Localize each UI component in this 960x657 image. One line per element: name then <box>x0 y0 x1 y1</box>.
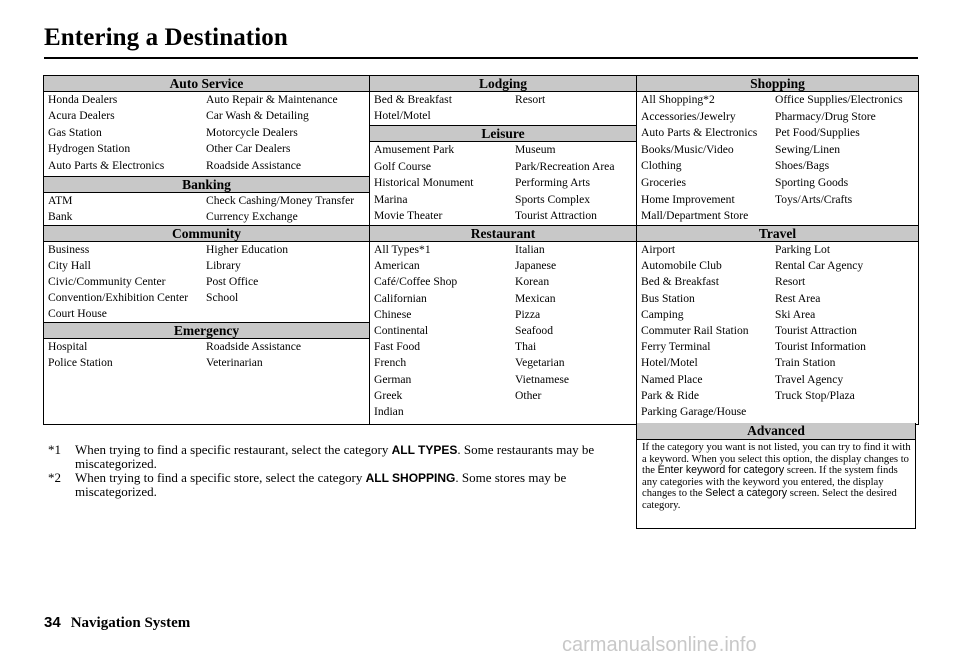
section-header-community: Community <box>44 225 369 242</box>
section-header-auto-service: Auto Service <box>44 76 369 92</box>
category-item: Performing Arts <box>515 176 591 190</box>
category-item: Indian <box>374 405 404 418</box>
section-header-lodging: Lodging <box>370 76 636 92</box>
category-item: Park/Recreation Area <box>515 159 615 173</box>
category-item: Toys/Arts/Crafts <box>775 192 853 206</box>
category-item: Auto Parts & Electronics <box>48 158 165 172</box>
term-all-shopping: ALL SHOPPING <box>365 471 456 485</box>
category-item: Pharmacy/Drug Store <box>775 109 876 123</box>
category-item: German <box>374 372 412 386</box>
category-item: Accessories/Jewelry <box>641 109 736 123</box>
category-item: Movie Theater <box>374 209 443 223</box>
category-item: Sports Complex <box>515 192 591 206</box>
category-item: Post Office <box>206 275 259 288</box>
category-item: Veterinarian <box>206 356 263 369</box>
category-item: Pizza <box>515 307 541 321</box>
section-header-banking: Banking <box>44 176 369 193</box>
section-header-leisure: Leisure <box>370 125 636 142</box>
category-item: Roadside Assistance <box>206 340 301 353</box>
category-item: Ferry Terminal <box>641 340 711 354</box>
category-item: Office Supplies/Electronics <box>775 93 903 106</box>
category-item: Museum <box>515 143 556 156</box>
category-item: Convention/Exhibition Center <box>48 291 189 304</box>
category-item: American <box>374 259 420 273</box>
category-item: Court House <box>48 307 107 320</box>
category-item: Resort <box>515 93 546 106</box>
category-item: Tourist Attraction <box>775 324 857 337</box>
page-title: Entering a Destination <box>44 24 288 51</box>
term-select-category: Select a category <box>705 487 788 500</box>
section-header-restaurant: Restaurant <box>370 225 636 242</box>
column-right <box>637 76 918 424</box>
category-item: ATM <box>48 194 73 207</box>
category-item: Hotel/Motel <box>641 356 698 370</box>
advanced-text: If the category you want is not listed, you can try to find it with a keyword. When you select this option, the display changes to the Enter keyword for category screen. If the system finds any categories with the keyword you entered, the display changes to the Select a category screen. Select the desired category. <box>642 442 911 511</box>
category-item: Amusement Park <box>374 143 455 156</box>
category-item: Auto Parts & Electronics <box>641 126 758 140</box>
category-item: Other <box>515 388 542 402</box>
category-item: Hospital <box>48 340 88 353</box>
category-item: Business <box>48 243 90 256</box>
category-item: Rest Area <box>775 291 821 305</box>
category-item: Police Station <box>48 356 113 369</box>
category-item: Bed & Breakfast <box>374 93 452 106</box>
column-middle <box>370 76 636 424</box>
category-item: Korean <box>515 275 550 289</box>
category-item: Currency Exchange <box>206 210 298 223</box>
category-item: Check Cashing/Money Transfer <box>206 194 355 207</box>
section-header-shopping: Shopping <box>637 76 918 92</box>
section-header-travel: Travel <box>637 225 918 242</box>
category-item: Mexican <box>515 291 556 305</box>
footnotes <box>48 443 633 499</box>
category-item: Hotel/Motel <box>374 109 431 123</box>
category-item: Airport <box>641 243 676 256</box>
category-item: Bank <box>48 210 73 223</box>
category-item: Other Car Dealers <box>206 142 291 156</box>
category-item: Mall/Department Store <box>641 209 749 223</box>
category-item: Café/Coffee Shop <box>374 275 458 289</box>
category-item: Commuter Rail Station <box>641 324 749 337</box>
page-number: 34 <box>44 614 61 631</box>
term-enter-keyword: Enter keyword for category <box>657 464 785 477</box>
footer-label: Navigation System <box>70 615 191 631</box>
category-item: Fast Food <box>374 340 421 354</box>
title-rule <box>44 57 918 59</box>
category-item: Ski Area <box>775 307 816 321</box>
category-item: Motorcycle Dealers <box>206 125 298 139</box>
category-item: Greek <box>374 388 403 402</box>
footnote-mark: *1 <box>48 442 61 457</box>
category-item: All Shopping*2 <box>641 93 715 106</box>
category-item: Library <box>206 259 241 272</box>
category-item: Home Improvement <box>641 192 735 206</box>
category-item: Parking Lot <box>775 243 831 256</box>
advanced-header: Advanced <box>637 423 915 440</box>
category-item: Shoes/Bags <box>775 159 830 173</box>
category-item: Camping <box>641 307 684 321</box>
category-item: Vietnamese <box>515 372 570 386</box>
category-item: Clothing <box>641 159 682 173</box>
category-item: Named Place <box>641 372 703 386</box>
category-item: Travel Agency <box>775 372 844 386</box>
category-item: Parking Garage/House <box>641 405 747 418</box>
category-item: Continental <box>374 324 429 337</box>
watermark: carmanualsonline.info <box>562 634 757 656</box>
footnote-1 <box>48 443 633 471</box>
category-item: Automobile Club <box>641 259 722 273</box>
column-left <box>44 76 369 424</box>
category-item: City Hall <box>48 259 91 272</box>
category-item: Groceries <box>641 176 687 189</box>
category-item: All Types*1 <box>374 243 431 256</box>
category-item: Books/Music/Video <box>641 142 734 156</box>
category-item: Resort <box>775 275 806 289</box>
category-item: Japanese <box>515 259 557 273</box>
category-item: French <box>374 356 407 370</box>
category-item: Sewing/Linen <box>775 142 841 156</box>
category-item: Train Station <box>775 356 836 370</box>
footnote-mark: *2 <box>48 470 61 485</box>
category-item: Chinese <box>374 307 412 321</box>
category-item: Seafood <box>515 324 553 337</box>
category-item: Tourist Information <box>775 340 866 354</box>
category-item: Roadside Assistance <box>206 158 301 172</box>
category-item: Thai <box>515 340 537 354</box>
footnote-text: When trying to find a specific restaurant, select the category ALL TYPES. Some restaurants may be miscategorized. <box>75 442 595 471</box>
category-item: Historical Monument <box>374 176 474 190</box>
category-item: Gas Station <box>48 125 102 139</box>
category-item: Tourist Attraction <box>515 209 597 223</box>
category-item: Californian <box>374 291 427 305</box>
category-item: Marina <box>374 192 408 206</box>
section-header-emergency: Emergency <box>44 322 369 339</box>
category-item: Rental Car Agency <box>775 259 864 273</box>
category-item: Higher Education <box>206 243 289 256</box>
category-item: Sporting Goods <box>775 176 849 189</box>
category-item: Golf Course <box>374 159 431 173</box>
page-footer <box>44 614 190 632</box>
category-item: Bed & Breakfast <box>641 275 719 289</box>
footnote-text: When trying to find a specific store, select the category ALL SHOPPING. Some stores may be miscategorized. <box>75 470 567 499</box>
category-item: School <box>206 291 239 304</box>
category-item: Truck Stop/Plaza <box>775 388 855 402</box>
advanced-box <box>636 423 916 529</box>
category-table <box>43 75 919 425</box>
category-item: Park & Ride <box>641 388 699 402</box>
category-item: Hydrogen Station <box>48 142 131 156</box>
category-item: Car Wash & Detailing <box>206 109 309 123</box>
category-item: Vegetarian <box>515 356 565 370</box>
category-item: Bus Station <box>641 291 695 305</box>
term-all-types: ALL TYPES <box>391 443 458 457</box>
category-item: Pet Food/Supplies <box>775 126 860 140</box>
category-item: Auto Repair & Maintenance <box>206 93 338 106</box>
category-item: Civic/Community Center <box>48 275 166 288</box>
footnote-2 <box>48 471 633 499</box>
category-item: Honda Dealers <box>48 93 118 106</box>
category-item: Acura Dealers <box>48 109 115 123</box>
category-item: Italian <box>515 243 545 256</box>
